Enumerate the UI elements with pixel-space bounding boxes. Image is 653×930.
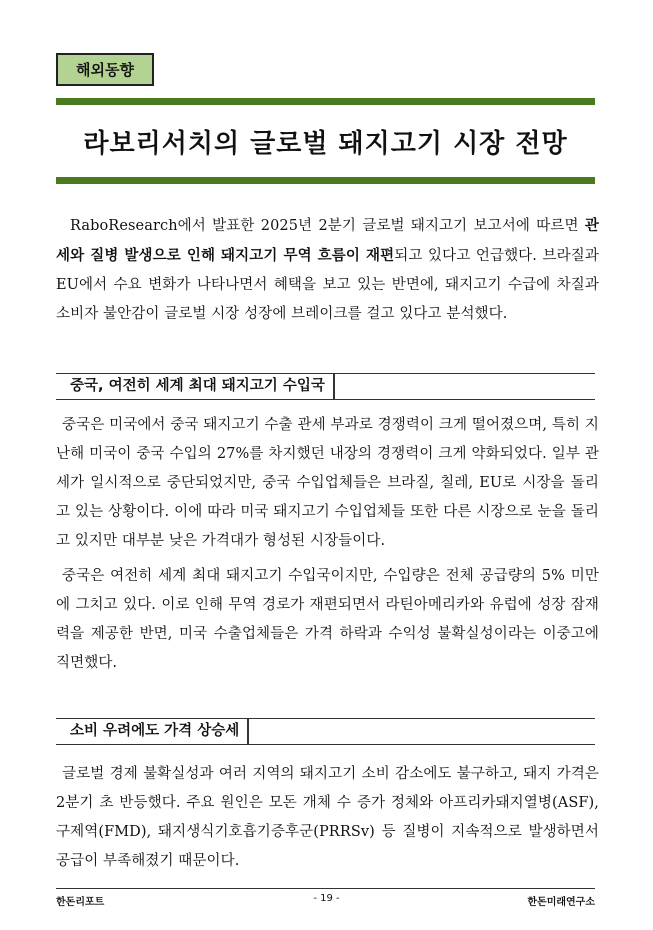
section-china-body: [56, 411, 599, 678]
title-bottom-rule: [56, 177, 595, 184]
category-tag: [56, 53, 154, 86]
footer-left: 한돈리포트: [56, 897, 105, 908]
section-heading-price-label: 소비 우려에도 가격 상승세: [56, 719, 249, 744]
title-top-rule: [56, 98, 595, 105]
section-china-paragraph-2: 중국은 여전히 세계 최대 돼지고기 수입국이지만, 수입량은 전체 공급량의 5% 미만에 그치고 있다. 이로 인해 무역 경로가 재편되면서 라틴아메리카와 유럽에 성장 잠재력을 제공한 반면, 미국 수출업체들은 가격 하락과 수익성 불확실성이라는 이중고에 직면했다.: [56, 568, 599, 671]
section-heading-price: [56, 718, 595, 745]
page-number: - 19 -: [313, 893, 340, 904]
intro-text-1: RaboResearch에서 발표한 2025년 2분기 글로벌 돼지고기 보고서에 따르면: [70, 218, 585, 234]
section-china-paragraph-1: 중국은 미국에서 중국 돼지고기 수출 관세 부과로 경쟁력이 크게 떨어졌으며, 특히 지난해 미국이 중국 수입의 27%를 차지했던 내장의 경쟁력이 크게 약화되었다. 일부 관세가 일시적으로 중단되었지만, 중국 수입업체들은 브라질, 칠레, EU로 시장을 돌리고 있는 상황이다. 이에 따라 미국 돼지고기 수입업체들 또한 다른 시장으로 눈을 돌리고 있지만 대부분 낮은 가격대가 형성된 시장들이다.: [56, 417, 599, 549]
section-heading-china-label: 중국, 여전히 세계 최대 돼지고기 수입국: [56, 374, 335, 399]
intro-text-bold: 관세와 질병 발생으로 인해 돼지고기 무역 흐름이 재편: [56, 217, 599, 264]
category-tag-label: 해외동향: [76, 61, 134, 79]
section-price-body: [56, 760, 599, 876]
section-price-paragraph-1: 글로벌 경제 불확실성과 여러 지역의 돼지고기 소비 감소에도 불구하고, 돼지 가격은 2분기 초 반등했다. 주요 원인은 모돈 개체 수 증가 정체와 아프리카돼지열병(ASF), 구제역(FMD), 돼지생식기호흡기증후군(PRRSv) 등 질병이 지속적으로 발생하면서 공급이 부족해졌기 때문이다.: [56, 766, 599, 869]
intro-text-2: 되고 있다고 언급했다. 브라질과 EU에서 수요 변화가 나타나면서 혜택을 보고 있는 반면에, 돼지고기 수급에 차질과 소비자 불안감이 글로벌 시장 성장에 브레이크를 걸고 있다고 분석했다.: [56, 248, 599, 322]
footer-right: 한돈미래연구소: [527, 897, 595, 908]
intro-paragraph: [56, 211, 599, 329]
page-title: 라보리서치의 글로벌 돼지고기 시장 전망: [83, 129, 568, 159]
footer-rule: [56, 888, 595, 889]
section-heading-china: [56, 373, 595, 400]
